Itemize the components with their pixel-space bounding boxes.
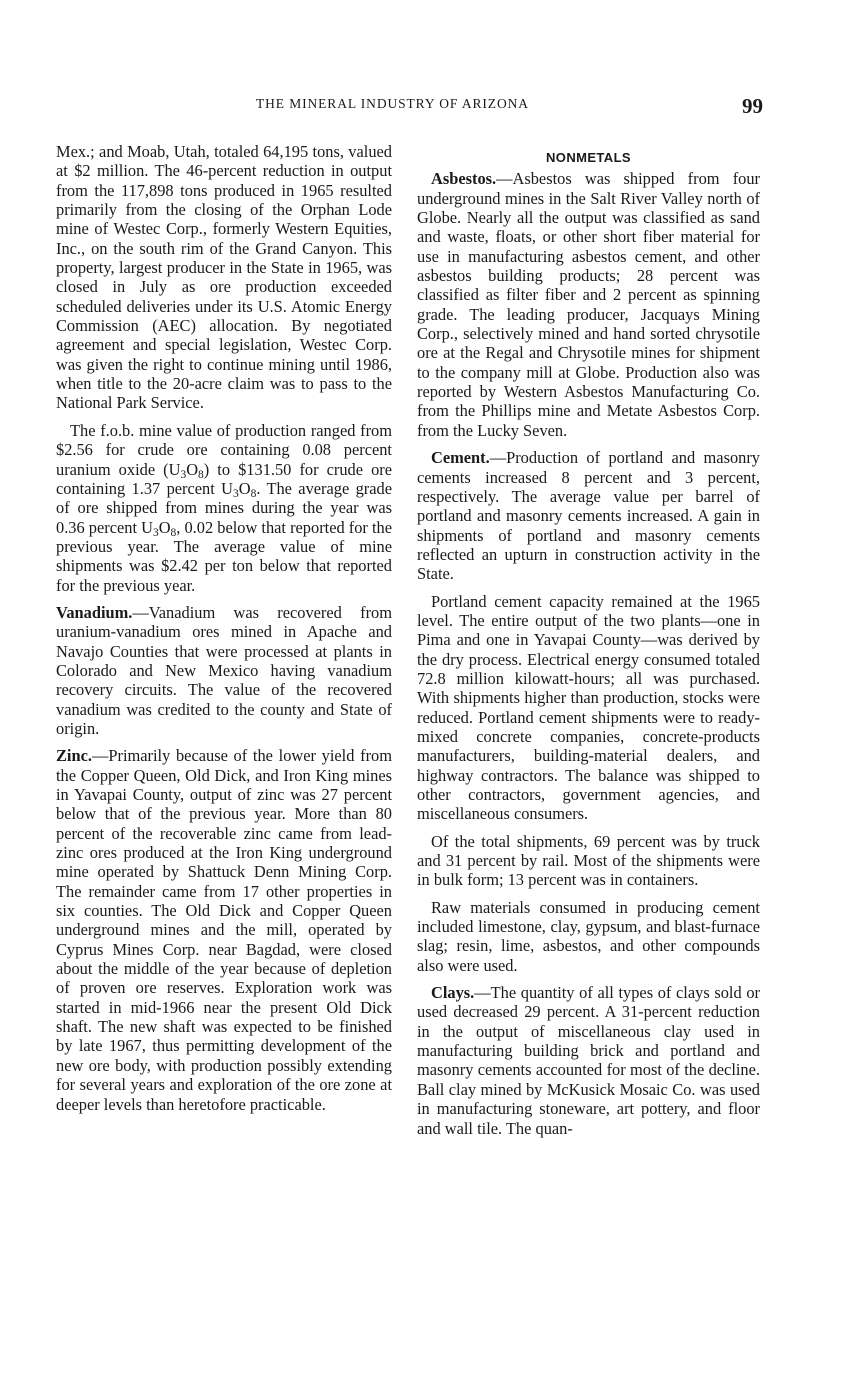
cement-paragraph: [417, 448, 760, 583]
right-column: [417, 142, 760, 1146]
clays-text: —The quantity of all types of clays sold or used decreased 29 percent. A 31-percent reduction in the output of miscellaneous clay used in manufacturing building brick and portland and masonry cements accounted for most of the decline. Ball clay mined by McKusick Mosaic Co. was used in manufacturing stoneware, art pottery, and floor and wall tile. The quan-: [417, 983, 760, 1138]
vanadium-paragraph: [56, 603, 392, 738]
subscript: 3: [233, 487, 239, 500]
cement-heading: Cement.: [431, 448, 490, 468]
subscript: 8: [170, 526, 177, 539]
subscript: 3: [152, 526, 159, 539]
text-run: O: [186, 459, 199, 479]
asbestos-paragraph: [417, 169, 760, 440]
uranium-value-paragraph: [56, 421, 392, 595]
cement-shipments-paragraph: Of the total shipments, 69 percent was by truck and 31 percent by rail. Most of the shipments were in bulk form; 13 percent was in containers.: [417, 831, 760, 890]
text-run: , 0.02 below that reported for the previous year. The average value of mine shipments was $2.42 per ton below that reported for the previous year.: [56, 517, 393, 595]
section-heading-nonmetals: NONMETALS: [546, 150, 631, 165]
asbestos-text: —Asbestos was shipped from four underground mines in the Salt River Valley north of Globe. Nearly all the output was classified as sand and waste, floats, or other short fiber material for use in manufacturing asbestos cement, and other asbestos building products; 28 percent was classified as filter fiber and 2 percent as spinning grade. The leading producer, Jacquays Mining Corp., selectively mined and hand sorted chrysotile ore at the Regal and Chrysotile mines for shipment to the company mill at Globe. Production also was reported by Western Asbestos Manufacturing Co. from the Phillips mine and Metate Asbestos Corp. from the Lucky Seven.: [417, 169, 760, 440]
raw-materials-paragraph: Raw materials consumed in producing cement included limestone, clay, gypsum, and blast-furnace slag; resin, lime, asbestos, and other compounds also were used.: [417, 897, 760, 975]
clays-paragraph: [417, 983, 760, 1138]
clays-heading: Clays.: [431, 983, 475, 1003]
subscript: 3: [180, 468, 187, 481]
uranium-continuation-paragraph: Mex.; and Moab, Utah, totaled 64,195 tons, valued at $2 million. The 46-percent reduction in output from the 117,898 tons produced in 1965 resulted primarily from the closing of the Orphan Lode mine of Westec Corp., formerly Western Equities, Inc., on the south rim of the Grand Canyon. This property, largest producer in the State in 1965, was closed in July as ore production exceeded scheduled deliveries under its U.S. Atomic Energy Commission (AEC) allocation. By negotiated agreement and special legislation, Westec Corp. was given the right to continue mining until 1986, when title to the 20-acre claim was to pass to the National Park Service.: [56, 142, 392, 413]
subscript: 8: [198, 468, 204, 481]
cement-text: —Production of portland and masonry cements increased 8 percent and 3 percent, respectively. The average value per barrel of portland and masonry cements increased. A gain in shipments of portland and masonry cements reflected an upturn in construction activity in the State.: [417, 448, 760, 584]
left-column: [56, 142, 392, 1122]
vanadium-text: —Vanadium was recovered from uranium-vanadium ores mined in Apache and Navajo Counties that were processed at plants in Colorado and New Mexico having vanadium recovery circuits. The value of the recovered vanadium was credited to the county and State of origin.: [56, 602, 392, 738]
zinc-text: —Primarily because of the lower yield from the Copper Queen, Old Dick, and Iron King mines in Yavapai County, output of zinc was 27 percent below that of the previous year. More than 80 percent of the recoverable zinc came from lead-zinc ores produced at the Iron King underground mine operated by Shattuck Denn Mining Corp. The remainder came from 17 other properties in six counties. The Old Dick and Copper Queen underground mines and the mill, operated by Cyprus Mines Corp. near Bagdad, were closed about the middle of the year because of depletion of proven ore reserves. Exploration work was started in mid-1966 near the present Old Dick shaft. The new shaft was expected to be finished by late 1967, thus permitting development of the new ore body, with production possibly extending for several years and exploration of the ore zone at deeper levels than heretofore practicable.: [56, 746, 392, 1114]
vanadium-heading: Vanadium.: [56, 602, 133, 622]
zinc-heading: Zinc.: [56, 746, 92, 766]
zinc-paragraph: [56, 746, 392, 1114]
running-head: THE MINERAL INDUSTRY OF ARIZONA: [256, 96, 529, 111]
text-run: O: [238, 478, 251, 498]
text-run: O: [158, 517, 171, 537]
asbestos-heading: Asbestos.: [431, 169, 497, 189]
text-run: The f.o.b. mine value of production ranged from $2.56 for crude ore containing 0.08 percent uranium oxide (U: [56, 420, 392, 479]
page-number: 99: [742, 94, 763, 118]
text-run: ) to $131.50 for crude ore containing 1.37 percent U: [56, 459, 393, 498]
subscript: 8: [250, 487, 257, 500]
cement-capacity-paragraph: Portland cement capacity remained at the 1965 level. The entire output of the two plants—one in Pima and one in Yavapai County—was derived by the dry process. Electrical energy consumed totaled 72.8 million kilowatt-hours; all was purchased. With shipments higher than production, stocks were reduced. Portland cement shipments were to ready-mixed concrete companies, concrete-products manufacturers, building-material dealers, and highway contractors. The balance was shipped to other contractors, government agencies, and miscellaneous consumers.: [417, 591, 760, 824]
text-run: . The average grade of ore shipped from mines during the year was 0.36 percent U: [56, 478, 392, 537]
